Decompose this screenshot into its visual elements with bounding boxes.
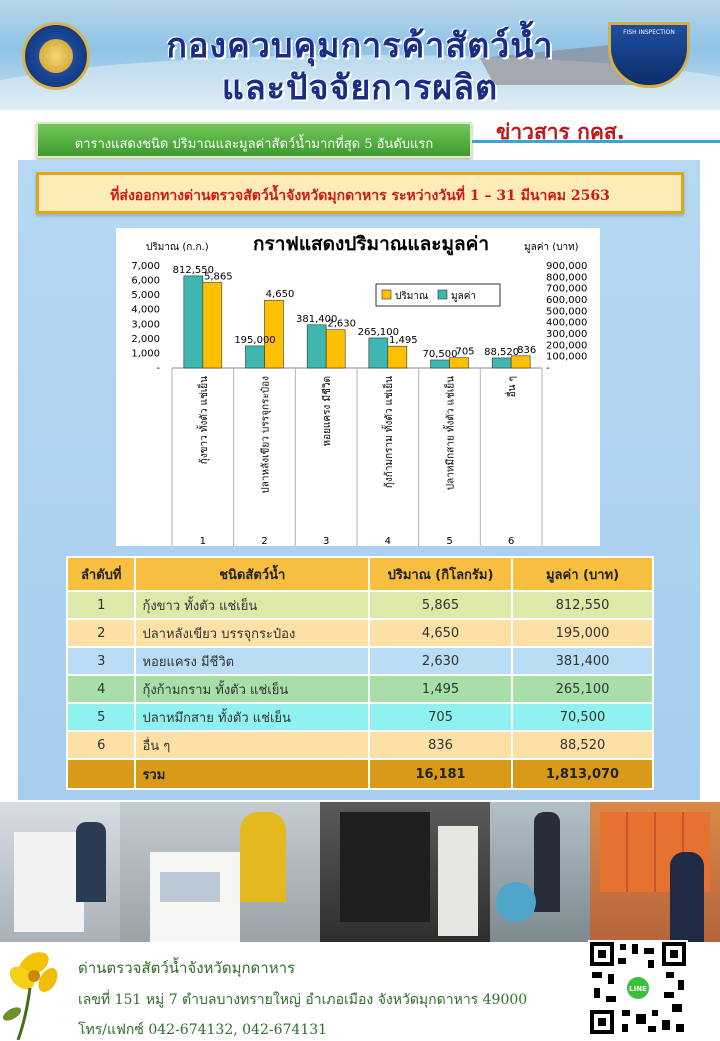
row-value: 812,550 (512, 591, 653, 619)
y-right-tick-label: 100,000 (546, 351, 588, 363)
y-left-tick-label: 3,000 (131, 319, 160, 331)
row-quantity: 4,650 (369, 619, 512, 647)
qr-line-badge: LINE (629, 985, 647, 993)
category-number: 2 (261, 536, 268, 546)
row-quantity: 836 (369, 731, 512, 759)
row-quantity: 705 (369, 703, 512, 731)
category-number: 3 (322, 536, 330, 546)
y-right-tick-label: 300,000 (546, 329, 588, 340)
header-value: มูลค่า (บาท) (512, 557, 653, 591)
data-label-quantity: 2,630 (327, 318, 356, 330)
data-label-quantity: 1,495 (389, 335, 418, 347)
table-total-row (67, 759, 653, 789)
total-spacer (67, 759, 135, 789)
category-label: อื่น ๆ (507, 376, 519, 398)
row-quantity: 2,630 (369, 647, 512, 675)
y-right-tick-label: - (546, 363, 550, 374)
y-right-tick-label: 800,000 (546, 272, 588, 284)
legend-swatch-value (438, 290, 447, 299)
photo-4 (490, 802, 590, 942)
y-left-tick-label: 5,000 (131, 290, 160, 302)
data-label-value: 381,400 (295, 313, 338, 325)
table-row (67, 619, 653, 647)
bar-value-3 (307, 325, 326, 368)
row-rank: 6 (67, 731, 135, 759)
table-description-box (36, 122, 472, 158)
row-value: 265,100 (512, 675, 653, 703)
category-label: กุ้งก้ามกราม ทั้งตัว แช่เย็น (383, 376, 395, 489)
table-row (67, 675, 653, 703)
y-left-tick-label: - (156, 363, 160, 374)
data-label-value: 195,000 (234, 334, 276, 346)
data-label-quantity: 705 (455, 346, 475, 358)
row-quantity: 1,495 (369, 675, 512, 703)
footer-phone[interactable]: โทร/แฟกซ์ 042-674132, 042-674131 (78, 1022, 328, 1038)
row-species: กุ้งก้ามกราม ทั้งตัว แช่เย็น (135, 675, 369, 703)
y-right-tick-label: 200,000 (546, 340, 588, 352)
legend-label-quantity: ปริมาณ (395, 291, 429, 302)
header-species: ชนิดสัตว์น้ำ (135, 557, 369, 591)
bar-quantity-4 (388, 346, 407, 368)
subtitle-box (36, 172, 684, 214)
y-right-tick-label: 900,000 (546, 261, 588, 272)
bar-value-2 (246, 346, 265, 368)
logo-emblem-icon (39, 39, 73, 73)
legend-swatch-quantity (382, 290, 391, 299)
data-label-value: 70,500 (422, 349, 458, 361)
row-quantity: 5,865 (369, 591, 512, 619)
page-title-line2: และปัจจัยการผลิต (221, 68, 499, 108)
photo-1 (0, 802, 120, 942)
data-label-value: 812,550 (172, 264, 215, 276)
photo-2 (120, 802, 320, 942)
fish-inspection-logo-text: FISH INSPECTION (623, 29, 675, 36)
y-left-tick-label: 6,000 (131, 275, 160, 287)
y-left-tick-label: 7,000 (131, 261, 160, 272)
y-left-tick-label: 1,000 (131, 348, 160, 360)
table-header-row (67, 557, 653, 591)
bar-value-4 (369, 338, 388, 368)
category-number: 1 (199, 536, 207, 546)
row-value: 381,400 (512, 647, 653, 675)
row-value: 195,000 (512, 619, 653, 647)
photo-5 (590, 802, 720, 942)
table-description-label: ตารางแสดงชนิด ปริมาณและมูลค่าสัตว์น้ำมากที่สุด 5 อันดับแรก (74, 137, 434, 152)
header-quantity: ปริมาณ (กิโลกรัม) (369, 557, 512, 591)
yellow-flower-icon (0, 928, 80, 1040)
header-rank: ลำดับที่ (67, 557, 135, 591)
total-label: รวม (135, 759, 369, 789)
header-banner (0, 0, 720, 110)
footer-office-name: ด่านตรวจสัตว์น้ำจังหวัดมุกดาหาร (78, 959, 296, 977)
bar-value-5 (431, 360, 450, 368)
y-axis-left-title: ปริมาณ (ก.ก.) (146, 242, 209, 253)
photo-3 (320, 802, 490, 942)
footer-address: เลขที่ 151 หมู่ 7 ตำบลบางทรายใหญ่ อำเภอเมือง จังหวัดมุกดาหาร 49000 (78, 992, 528, 1008)
y-left-tick-label: 2,000 (131, 333, 160, 345)
row-rank: 4 (67, 675, 135, 703)
row-species: ปลาหลังเขียว บรรจุกระป๋อง (135, 619, 369, 647)
department-of-fisheries-logo (22, 22, 90, 90)
table-row (67, 703, 653, 731)
category-number: 5 (446, 536, 453, 546)
category-label: ปลาหมึกสาย ทั้งตัว แช่เย็น (445, 376, 457, 491)
inspection-photo-strip (0, 802, 720, 942)
y-right-tick-label: 700,000 (546, 283, 588, 295)
row-species: ปลาหมึกสาย ทั้งตัว แช่เย็น (135, 703, 369, 731)
row-rank: 1 (67, 591, 135, 619)
data-label-quantity: 836 (517, 344, 537, 356)
chart-container (116, 228, 600, 546)
chart-title: กราฟแสดงปริมาณและมูลค่า (252, 233, 490, 255)
total-quantity: 16,181 (369, 759, 512, 789)
line-qr-code[interactable] (588, 940, 688, 1036)
row-value: 70,500 (512, 703, 653, 731)
row-rank: 2 (67, 619, 135, 647)
data-label-quantity: 4,650 (265, 289, 295, 301)
page-title-line1: กองควบคุมการค้าสัตว์น้ำ (166, 26, 554, 66)
legend-label-value: มูลค่า (451, 291, 477, 302)
qr-code-icon (588, 940, 688, 1036)
category-label: กุ้งขาว ทั้งตัว แช่เย็น (198, 376, 210, 465)
news-label: ข่าวสาร กคส. (496, 120, 625, 144)
row-species: หอยแครง มีชีวิต (135, 647, 369, 675)
table-row (67, 591, 653, 619)
bar-value-6 (492, 358, 511, 368)
category-label: ปลาหลังเขียว บรรจุกระป๋อง (260, 376, 272, 494)
subtitle-text: ที่ส่งออกทางด่านตรวจสัตว์น้ำจังหวัดมุกดาหาร ระหว่างวันที่ 1 – 31 มีนาคม 2563 (110, 188, 610, 204)
data-label-value: 88,520 (484, 346, 520, 358)
y-axis-right-title: มูลค่า (บาท) (524, 242, 579, 253)
total-value: 1,813,070 (512, 759, 653, 789)
table-row (67, 731, 653, 759)
y-left-tick-label: 4,000 (131, 304, 160, 316)
y-right-tick-label: 500,000 (546, 306, 588, 318)
row-species: อื่น ๆ (135, 731, 369, 759)
y-right-tick-label: 400,000 (546, 317, 588, 329)
row-value: 88,520 (512, 731, 653, 759)
bar-quantity-3 (326, 330, 345, 368)
row-rank: 5 (67, 703, 135, 731)
row-species: กุ้งขาว ทั้งตัว แช่เย็น (135, 591, 369, 619)
bar-value-1 (184, 276, 203, 368)
category-number: 6 (507, 536, 515, 546)
export-table (66, 556, 654, 790)
data-label-value: 265,100 (357, 326, 400, 338)
bar-chart (116, 228, 600, 546)
bar-quantity-1 (203, 283, 222, 368)
table-row (67, 647, 653, 675)
category-number: 4 (384, 536, 392, 546)
data-label-quantity: 5,865 (204, 271, 233, 283)
row-rank: 3 (67, 647, 135, 675)
y-right-tick-label: 600,000 (546, 295, 588, 306)
category-label: หอยแครง มีชีวิต (322, 376, 334, 447)
